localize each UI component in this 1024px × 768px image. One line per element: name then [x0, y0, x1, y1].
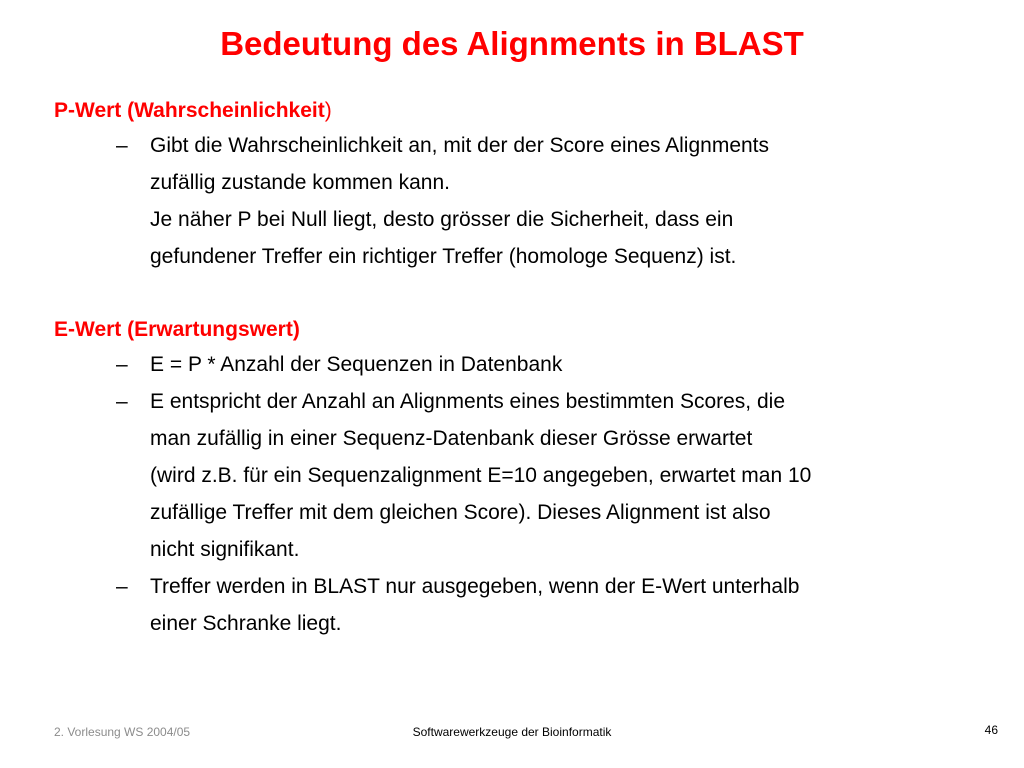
- bullet-line: einer Schranke liegt.: [150, 612, 342, 635]
- bullet-item: [54, 568, 984, 642]
- bullet-dash: –: [116, 353, 128, 376]
- bullet-item: [54, 127, 984, 275]
- section-heading-close-paren: ): [324, 99, 332, 122]
- section-heading-e-wert: E-Wert (Erwartungswert): [54, 318, 300, 341]
- bullet-line: zufällige Treffer mit dem gleichen Score). Dieses Alignment ist also: [150, 501, 771, 524]
- bullet-line: E = P * Anzahl der Sequenzen in Datenbank: [150, 353, 563, 376]
- bullet-line: Je näher P bei Null liegt, desto grösser die Sicherheit, dass ein: [150, 208, 734, 231]
- bullet-dash: –: [116, 134, 128, 157]
- bullet-dash: –: [116, 575, 128, 598]
- slide-content: [54, 94, 984, 642]
- bullet-line: man zufällig in einer Sequenz-Datenbank dieser Grösse erwartet: [150, 427, 753, 450]
- bullet-dash: –: [116, 390, 128, 413]
- section-heading-text: P-Wert (Wahrscheinlichkeit: [54, 99, 325, 122]
- section-heading-p-wert: [54, 94, 984, 127]
- bullet-line: zufällig zustande kommen kann.: [150, 171, 450, 194]
- bullet-line: Gibt die Wahrscheinlichkeit an, mit der der Score eines Alignments: [150, 134, 770, 157]
- footer-page-number: 46: [984, 723, 998, 737]
- section-e-wert: [54, 313, 984, 642]
- footer-course-title: Softwarewerkzeuge der Bioinformatik: [412, 725, 612, 739]
- slide-title: Bedeutung des Alignments in BLAST: [220, 25, 804, 62]
- bullet-line: (wird z.B. für ein Sequenzalignment E=10 angegeben, erwartet man 10: [150, 464, 812, 487]
- bullet-item: [54, 346, 984, 383]
- bullet-item: [54, 383, 984, 568]
- section-p-wert: [54, 94, 984, 275]
- bullet-line: Treffer werden in BLAST nur ausgegeben, wenn der E-Wert unterhalb: [150, 575, 800, 598]
- bullet-line: gefundener Treffer ein richtiger Treffer (homologe Sequenz) ist.: [150, 245, 737, 268]
- footer-lecture-info: 2. Vorlesung WS 2004/05: [54, 725, 191, 739]
- bullet-line: E entspricht der Anzahl an Alignments eines bestimmten Scores, die: [150, 390, 786, 413]
- section-spacer: [54, 275, 984, 312]
- bullet-line: nicht signifikant.: [150, 538, 300, 561]
